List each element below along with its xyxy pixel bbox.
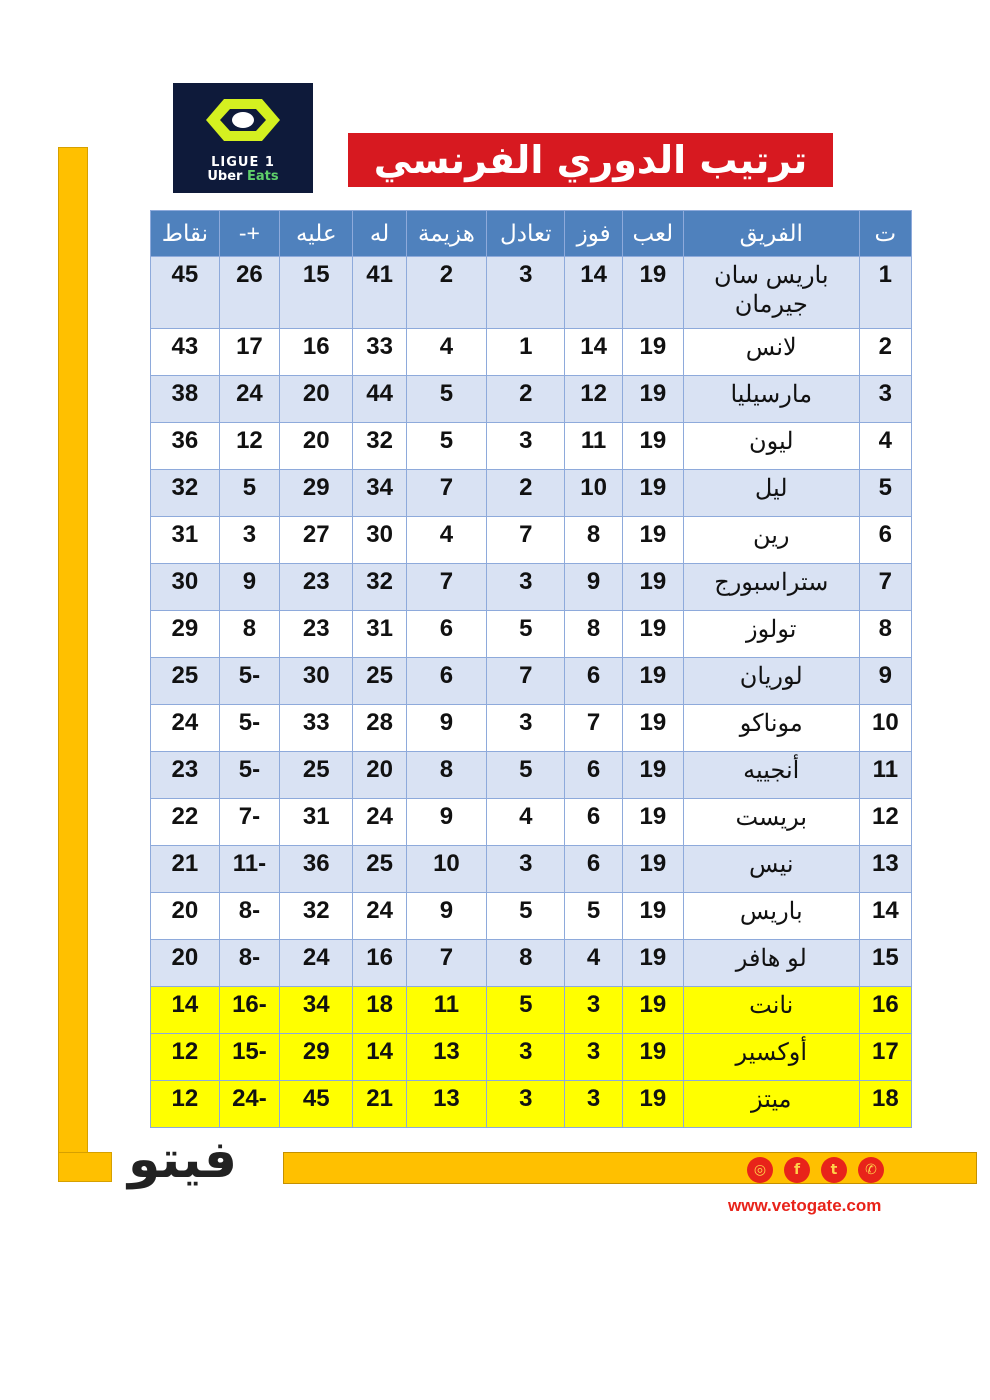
table-cell: 24 [280, 940, 353, 987]
table-row [151, 470, 912, 517]
table-cell: 14 [151, 987, 220, 1034]
table-cell: 31 [280, 799, 353, 846]
logo-uber: Uber [207, 169, 243, 184]
table-cell: 19 [622, 705, 683, 752]
table-row [151, 329, 912, 376]
decorative-vertical-bar [58, 147, 88, 1182]
table-cell: 14 [859, 893, 911, 940]
table-cell: 9 [406, 893, 487, 940]
table-cell: 32 [353, 423, 406, 470]
table-cell: 2 [487, 376, 565, 423]
table-cell: 3 [565, 1081, 623, 1128]
decorative-bar-foot [58, 1152, 112, 1182]
table-cell: -15 [219, 1034, 279, 1081]
team-name: ستراسبورج [683, 564, 859, 611]
instagram-icon[interactable]: ◎ [747, 1157, 773, 1183]
team-name: باريس سان جيرمان [683, 257, 859, 329]
table-cell: 13 [406, 1034, 487, 1081]
table-cell: 19 [622, 517, 683, 564]
table-cell: 36 [151, 423, 220, 470]
table-cell: 29 [280, 470, 353, 517]
table-cell: -8 [219, 893, 279, 940]
column-header: نقاط [151, 211, 220, 257]
table-cell: 20 [151, 940, 220, 987]
table-cell: 3 [859, 376, 911, 423]
table-cell: 27 [280, 517, 353, 564]
table-cell: -8 [219, 940, 279, 987]
twitter-icon[interactable]: t [821, 1157, 847, 1183]
table-cell: 7 [859, 564, 911, 611]
ligue1-logo [173, 83, 313, 193]
table-cell: 19 [622, 470, 683, 517]
table-row [151, 611, 912, 658]
table-row [151, 799, 912, 846]
table-cell: -5 [219, 658, 279, 705]
column-header: لعب [622, 211, 683, 257]
table-cell: 6 [565, 752, 623, 799]
table-cell: 19 [622, 257, 683, 329]
table-cell: 9 [406, 799, 487, 846]
table-cell: 25 [353, 846, 406, 893]
table-cell: 3 [219, 517, 279, 564]
table-cell: 30 [280, 658, 353, 705]
column-header: فوز [565, 211, 623, 257]
table-cell: 34 [280, 987, 353, 1034]
team-name: مارسيليا [683, 376, 859, 423]
table-cell: 18 [859, 1081, 911, 1128]
table-cell: -16 [219, 987, 279, 1034]
table-cell: 32 [280, 893, 353, 940]
table-cell: 33 [280, 705, 353, 752]
team-name: نيس [683, 846, 859, 893]
table-cell: 8 [565, 611, 623, 658]
table-cell: -7 [219, 799, 279, 846]
table-cell: 2 [859, 329, 911, 376]
brand-logo: فيتو [128, 1130, 238, 1190]
table-cell: 13 [859, 846, 911, 893]
table-cell: 24 [353, 893, 406, 940]
table-cell: 19 [622, 376, 683, 423]
table-cell: 6 [406, 658, 487, 705]
table-cell: 12 [151, 1034, 220, 1081]
table-cell: 6 [565, 799, 623, 846]
table-cell: 19 [622, 1081, 683, 1128]
table-cell: 5 [859, 470, 911, 517]
table-cell: 9 [859, 658, 911, 705]
column-header: هزيمة [406, 211, 487, 257]
table-cell: 18 [353, 987, 406, 1034]
table-cell: 19 [622, 799, 683, 846]
table-cell: 21 [353, 1081, 406, 1128]
table-row [151, 893, 912, 940]
table-cell: 9 [219, 564, 279, 611]
table-cell: 19 [622, 987, 683, 1034]
table-cell: 20 [151, 893, 220, 940]
table-row [151, 517, 912, 564]
table-cell: -24 [219, 1081, 279, 1128]
table-cell: 7 [406, 564, 487, 611]
table-row [151, 940, 912, 987]
logo-text: LIGUE 1 [211, 155, 275, 170]
table-cell: 4 [487, 799, 565, 846]
table-cell: 6 [406, 611, 487, 658]
table-cell: 3 [487, 1034, 565, 1081]
table-cell: 29 [280, 1034, 353, 1081]
table-cell: 34 [353, 470, 406, 517]
team-name: أنجييه [683, 752, 859, 799]
table-cell: 41 [353, 257, 406, 329]
table-cell: 7 [487, 517, 565, 564]
team-name: لو هافر [683, 940, 859, 987]
table-cell: 3 [487, 423, 565, 470]
column-header: تعادل [487, 211, 565, 257]
table-row [151, 376, 912, 423]
table-cell: 16 [353, 940, 406, 987]
table-cell: 23 [151, 752, 220, 799]
table-cell: 32 [151, 470, 220, 517]
team-name: لانس [683, 329, 859, 376]
table-cell: 9 [406, 705, 487, 752]
column-header: له [353, 211, 406, 257]
table-cell: 10 [565, 470, 623, 517]
table-row [151, 658, 912, 705]
table-cell: 44 [353, 376, 406, 423]
table-cell: 3 [487, 846, 565, 893]
table-cell: 8 [406, 752, 487, 799]
table-cell: 11 [406, 987, 487, 1034]
table-cell: 7 [406, 940, 487, 987]
table-cell: 26 [219, 257, 279, 329]
column-header: +- [219, 211, 279, 257]
table-cell: 17 [859, 1034, 911, 1081]
table-cell: 7 [487, 658, 565, 705]
table-cell: 5 [219, 470, 279, 517]
table-row [151, 987, 912, 1034]
table-cell: 13 [406, 1081, 487, 1128]
table-cell: 14 [565, 257, 623, 329]
table-cell: 8 [487, 940, 565, 987]
table-cell: 19 [622, 564, 683, 611]
team-name: أوكسير [683, 1034, 859, 1081]
table-cell: 30 [353, 517, 406, 564]
table-cell: 5 [487, 987, 565, 1034]
table-cell: 6 [859, 517, 911, 564]
team-name: تولوز [683, 611, 859, 658]
table-cell: 21 [151, 846, 220, 893]
table-cell: 20 [280, 376, 353, 423]
table-cell: 19 [622, 423, 683, 470]
table-cell: 23 [280, 564, 353, 611]
table-cell: 4 [565, 940, 623, 987]
whatsapp-icon[interactable]: ✆ [858, 1157, 884, 1183]
table-cell: 25 [353, 658, 406, 705]
table-cell: 5 [565, 893, 623, 940]
table-cell: 3 [487, 705, 565, 752]
table-cell: 1 [859, 257, 911, 329]
table-cell: 8 [565, 517, 623, 564]
column-header: عليه [280, 211, 353, 257]
table-cell: 17 [219, 329, 279, 376]
table-cell: 2 [487, 470, 565, 517]
table-cell: 7 [565, 705, 623, 752]
table-cell: 38 [151, 376, 220, 423]
team-name: موناكو [683, 705, 859, 752]
table-cell: 10 [406, 846, 487, 893]
table-cell: 20 [280, 423, 353, 470]
table-cell: 20 [353, 752, 406, 799]
table-row [151, 1081, 912, 1128]
table-cell: -5 [219, 752, 279, 799]
column-header: ت [859, 211, 911, 257]
team-name: بريست [683, 799, 859, 846]
table-cell: 19 [622, 329, 683, 376]
table-cell: 45 [151, 257, 220, 329]
table-cell: 12 [151, 1081, 220, 1128]
table-cell: 8 [859, 611, 911, 658]
table-cell: 7 [406, 470, 487, 517]
table-row [151, 423, 912, 470]
table-cell: 2 [406, 257, 487, 329]
table-row [151, 1034, 912, 1081]
table-cell: 3 [565, 987, 623, 1034]
table-cell: 31 [151, 517, 220, 564]
table-cell: 15 [280, 257, 353, 329]
table-cell: 4 [859, 423, 911, 470]
table-cell: -5 [219, 705, 279, 752]
table-row [151, 257, 912, 329]
team-name: ليون [683, 423, 859, 470]
table-cell: 28 [353, 705, 406, 752]
team-name: ليل [683, 470, 859, 517]
team-name: رين [683, 517, 859, 564]
table-cell: 5 [406, 376, 487, 423]
table-cell: 24 [151, 705, 220, 752]
table-cell: 15 [859, 940, 911, 987]
table-cell: 29 [151, 611, 220, 658]
table-cell: 33 [353, 329, 406, 376]
team-name: باريس [683, 893, 859, 940]
table-cell: 6 [565, 658, 623, 705]
logo-eats: Eats [247, 169, 279, 184]
table-cell: 19 [622, 940, 683, 987]
table-cell: 19 [622, 611, 683, 658]
table-cell: 4 [406, 329, 487, 376]
table-cell: 25 [280, 752, 353, 799]
table-row [151, 705, 912, 752]
table-cell: 10 [859, 705, 911, 752]
header-row [151, 211, 912, 257]
team-name: لوريان [683, 658, 859, 705]
table-cell: 5 [487, 752, 565, 799]
table-cell: 11 [859, 752, 911, 799]
table-cell: 1 [487, 329, 565, 376]
table-cell: 5 [487, 611, 565, 658]
website-link[interactable]: www.vetogate.com [728, 1196, 882, 1215]
table-cell: 31 [353, 611, 406, 658]
table-cell: 36 [280, 846, 353, 893]
table-cell: 43 [151, 329, 220, 376]
table-cell: 3 [487, 564, 565, 611]
table-cell: 30 [151, 564, 220, 611]
table-cell: 25 [151, 658, 220, 705]
table-cell: 4 [406, 517, 487, 564]
ligue1-emblem-icon [204, 97, 282, 143]
table-cell: 19 [622, 752, 683, 799]
table-cell: 16 [859, 987, 911, 1034]
table-row [151, 752, 912, 799]
table-cell: 12 [565, 376, 623, 423]
standings-table [150, 210, 912, 1128]
table-cell: 16 [280, 329, 353, 376]
facebook-icon[interactable]: f [784, 1157, 810, 1183]
table-cell: 23 [280, 611, 353, 658]
table-cell: 45 [280, 1081, 353, 1128]
table-cell: 19 [622, 658, 683, 705]
table-row [151, 846, 912, 893]
table-cell: 3 [487, 257, 565, 329]
team-name: نانت [683, 987, 859, 1034]
table-cell: 32 [353, 564, 406, 611]
table-cell: 12 [859, 799, 911, 846]
table-cell: 5 [487, 893, 565, 940]
team-name: ميتز [683, 1081, 859, 1128]
table-cell: 12 [219, 423, 279, 470]
table-cell: 5 [406, 423, 487, 470]
table-cell: 8 [219, 611, 279, 658]
table-row [151, 564, 912, 611]
page-title: ترتيب الدوري الفرنسي [348, 133, 833, 187]
table-cell: 9 [565, 564, 623, 611]
table-cell: -11 [219, 846, 279, 893]
table-cell: 24 [353, 799, 406, 846]
table-cell: 19 [622, 846, 683, 893]
table-cell: 3 [487, 1081, 565, 1128]
table-cell: 6 [565, 846, 623, 893]
table-cell: 11 [565, 423, 623, 470]
column-header: الفريق [683, 211, 859, 257]
table-cell: 14 [565, 329, 623, 376]
table-cell: 14 [353, 1034, 406, 1081]
table-cell: 3 [565, 1034, 623, 1081]
table-cell: 19 [622, 1034, 683, 1081]
table-cell: 19 [622, 893, 683, 940]
table-cell: 24 [219, 376, 279, 423]
table-cell: 22 [151, 799, 220, 846]
